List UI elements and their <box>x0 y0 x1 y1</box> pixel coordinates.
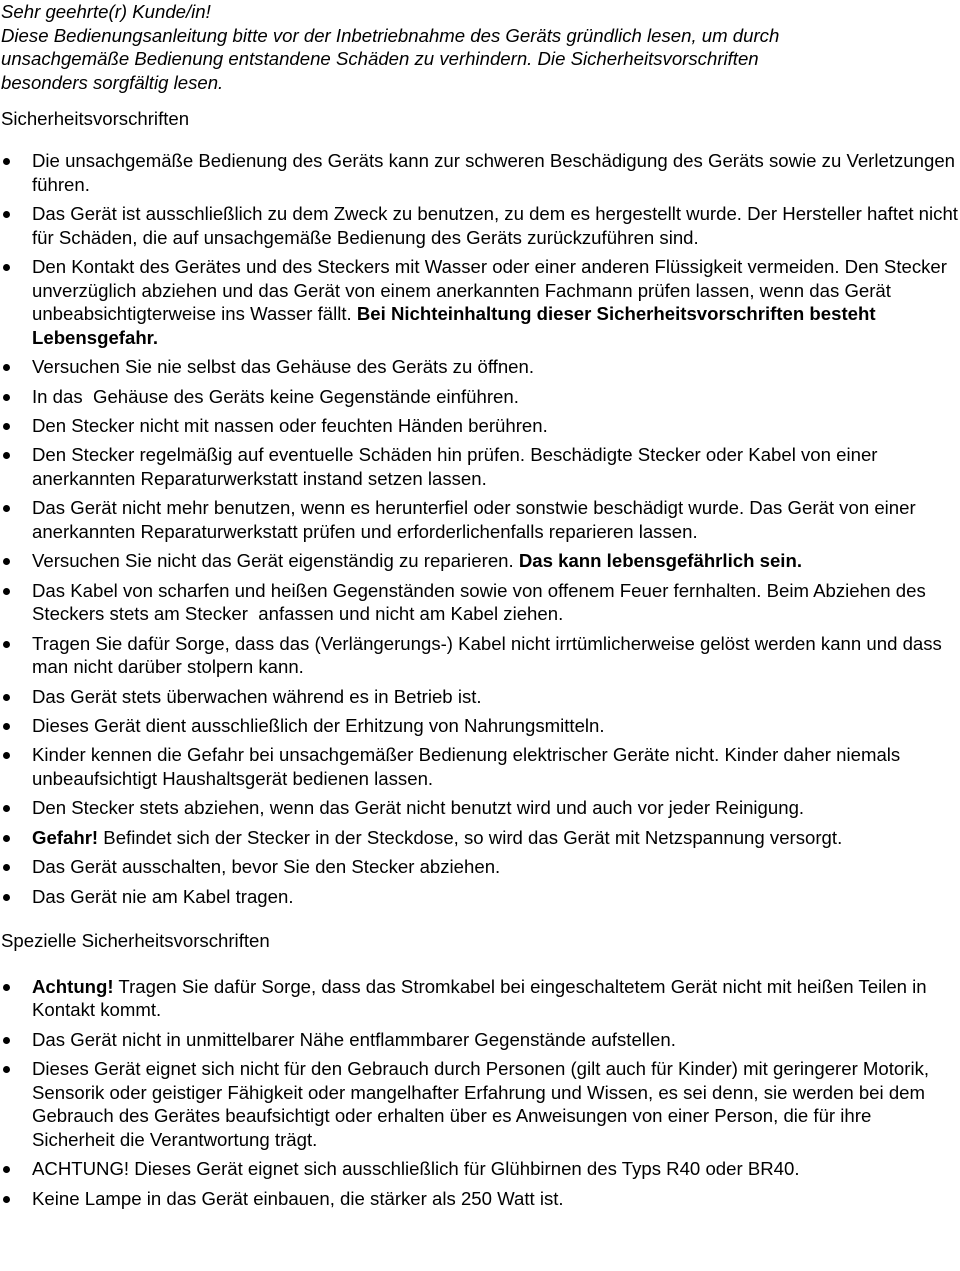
list-item <box>0 202 960 249</box>
list-item <box>0 632 960 679</box>
list-item <box>0 255 960 349</box>
item-text: Tragen Sie dafür Sorge, dass das Stromkabel bei eingeschaltetem Gerät nicht mit heißen Teilen in Kontakt kommt. <box>32 975 932 1021</box>
list-item <box>0 443 960 490</box>
item-text: Versuchen Sie nicht das Gerät eigenständig zu reparieren. <box>32 550 514 572</box>
special-safety-list <box>0 975 960 1211</box>
bullet-icon <box>3 394 10 401</box>
list-item <box>0 385 960 409</box>
bullet-icon <box>3 641 10 648</box>
bullet-icon <box>3 752 10 759</box>
intro-paragraph <box>0 0 960 94</box>
list-item <box>0 975 960 1022</box>
intro-line: besonders sorgfältig lesen. <box>1 71 224 93</box>
item-text: Dieses Gerät eignet sich nicht für den Gebrauch durch Personen (gilt auch für Kinder) mit geringerer Motorik, Sensorik oder geistiger Fähigkeit oder mangelhafter Erfahrung und Wissen, es sei denn, sie werden bei dem Gebrauch des Gerätes beaufsichtigt oder erhalten über es Anweisungen von einer Person, die für ihre Sicherheit die Verantwortung trägt. <box>32 1058 930 1150</box>
bullet-icon <box>3 1196 10 1203</box>
bullet-icon <box>3 505 10 512</box>
list-item <box>0 549 960 573</box>
intro-greeting: Sehr geehrte(r) Kunde/in! <box>1 1 211 22</box>
bullet-icon <box>3 805 10 812</box>
list-item <box>0 355 960 379</box>
bullet-icon <box>3 588 10 595</box>
item-warning: Bei Nichteinhaltung dieser Sicherheitsvorschriften besteht Lebensgefahr. <box>32 303 876 348</box>
list-item <box>0 685 960 709</box>
bullet-icon <box>3 1066 10 1073</box>
list-item <box>0 796 960 820</box>
list-item <box>0 149 960 196</box>
list-item <box>0 1157 960 1181</box>
list-item <box>0 1028 960 1052</box>
bullet-icon <box>3 1037 10 1044</box>
item-text: Die unsachgemäße Bedienung des Geräts kann zur schweren Beschädigung des Geräts sowie zu Verletzungen führen. <box>32 149 956 195</box>
item-text: Dieses Gerät dient ausschließlich der Erhitzung von Nahrungsmitteln. <box>32 715 605 736</box>
list-item <box>0 1187 960 1211</box>
bullet-icon <box>3 723 10 730</box>
item-text: Kinder kennen die Gefahr bei unsachgemäßer Bedienung elektrischer Geräte nicht. Kinder daher niemals unbeaufsichtigt Haushaltsgerät bedienen lassen. <box>32 744 901 789</box>
item-text: Das Gerät nicht in unmittelbarer Nähe entflammbarer Gegenstände aufstellen. <box>32 1028 676 1050</box>
item-text: Versuchen Sie nie selbst das Gehäuse des Geräts zu öffnen. <box>32 356 535 378</box>
item-lead: Gefahr! <box>32 826 99 848</box>
intro-line: unsachgemäße Bedienung entstandene Schäden zu verhindern. Die Sicherheitsvorschriften <box>1 48 759 70</box>
item-text: Den Stecker regelmäßig auf eventuelle Schäden hin prüfen. Beschädigte Stecker oder Kabel von einer anerkannten Reparaturwerkstatt instand setzen lassen. <box>32 444 878 489</box>
safety-list <box>0 149 960 908</box>
bullet-icon <box>3 864 10 871</box>
item-lead: Achtung! <box>32 975 114 997</box>
item-text: ACHTUNG! Dieses Gerät eignet sich ausschließlich für Glühbirnen des Typs R40 oder BR40. <box>32 1158 800 1180</box>
list-item <box>0 714 960 738</box>
item-text: Den Stecker nicht mit nassen oder feuchten Händen berühren. <box>32 414 548 436</box>
bullet-icon <box>3 364 10 371</box>
item-text: Das Gerät stets überwachen während es in Betrieb ist. <box>32 685 482 707</box>
item-text: Den Kontakt des Gerätes und des Steckers mit Wasser oder einer anderen Flüssigkeit vermeiden. Den Stecker unverzüglich abziehen und das Gerät von einem anerkannten Fachmann prüfen lassen, wenn das Gerät unbeabsichtigterweise ins Wasser fällt. <box>32 255 947 325</box>
section-heading-special-safety: Spezielle Sicherheitsvorschriften <box>1 930 270 952</box>
item-text: Keine Lampe in das Gerät einbauen, die stärker als 250 Watt ist. <box>32 1187 564 1209</box>
bullet-icon <box>3 452 10 459</box>
list-item <box>0 885 960 909</box>
item-text: Befindet sich der Stecker in der Steckdose, so wird das Gerät mit Netzspannung versorgt. <box>98 826 843 848</box>
bullet-icon <box>3 423 10 430</box>
list-item <box>0 826 960 850</box>
bullet-icon <box>3 894 10 901</box>
list-item <box>0 579 960 626</box>
bullet-icon <box>3 211 10 218</box>
section-heading-safety: Sicherheitsvorschriften <box>1 108 190 130</box>
list-item <box>0 855 960 879</box>
bullet-icon <box>3 1166 10 1173</box>
bullet-icon <box>3 558 10 565</box>
item-text: Das Kabel von scharfen und heißen Gegenständen sowie von offenem Feuer fernhalten. Beim Abziehen des Steckers stets am Stecker anfassen und nicht am Kabel ziehen. <box>32 579 931 625</box>
intro-line: Diese Bedienungsanleitung bitte vor der Inbetriebnahme des Geräts gründlich lesen, um durch <box>1 24 780 46</box>
item-text: In das Gehäuse des Geräts keine Gegenstände einführen. <box>32 385 519 407</box>
bullet-icon <box>3 158 10 165</box>
list-item <box>0 743 960 790</box>
item-text: Tragen Sie dafür Sorge, dass das (Verlängerungs-) Kabel nicht irrtümlicherweise gelöst werden kann und dass man nicht darüber stolpern kann. <box>32 632 942 678</box>
item-text: Das Gerät nicht mehr benutzen, wenn es herunterfiel oder sonstwie beschädigt wurde. Das Gerät von einer anerkannten Reparaturwerkstatt prüfen und erforderlichenfalls reparieren lassen. <box>32 497 916 542</box>
list-item <box>0 1057 960 1151</box>
item-text: Das Gerät ist ausschließlich zu dem Zweck zu benutzen, zu dem es hergestellt wurde. Der Hersteller haftet nicht für Schäden, die auf unsachgemäße Bedienung des Geräts zurückzuführen sind. <box>32 202 958 248</box>
bullet-icon <box>3 984 10 991</box>
list-item <box>0 496 960 543</box>
item-warning: Das kann lebensgefährlich sein. <box>518 550 802 572</box>
item-text: Das Gerät nie am Kabel tragen. <box>32 885 294 907</box>
item-text: Das Gerät ausschalten, bevor Sie den Stecker abziehen. <box>32 856 501 878</box>
item-text: Den Stecker stets abziehen, wenn das Gerät nicht benutzt wird und auch vor jeder Reinigung. <box>32 797 805 819</box>
bullet-icon <box>3 835 10 842</box>
list-item <box>0 414 960 438</box>
bullet-icon <box>3 694 10 701</box>
bullet-icon <box>3 264 10 271</box>
